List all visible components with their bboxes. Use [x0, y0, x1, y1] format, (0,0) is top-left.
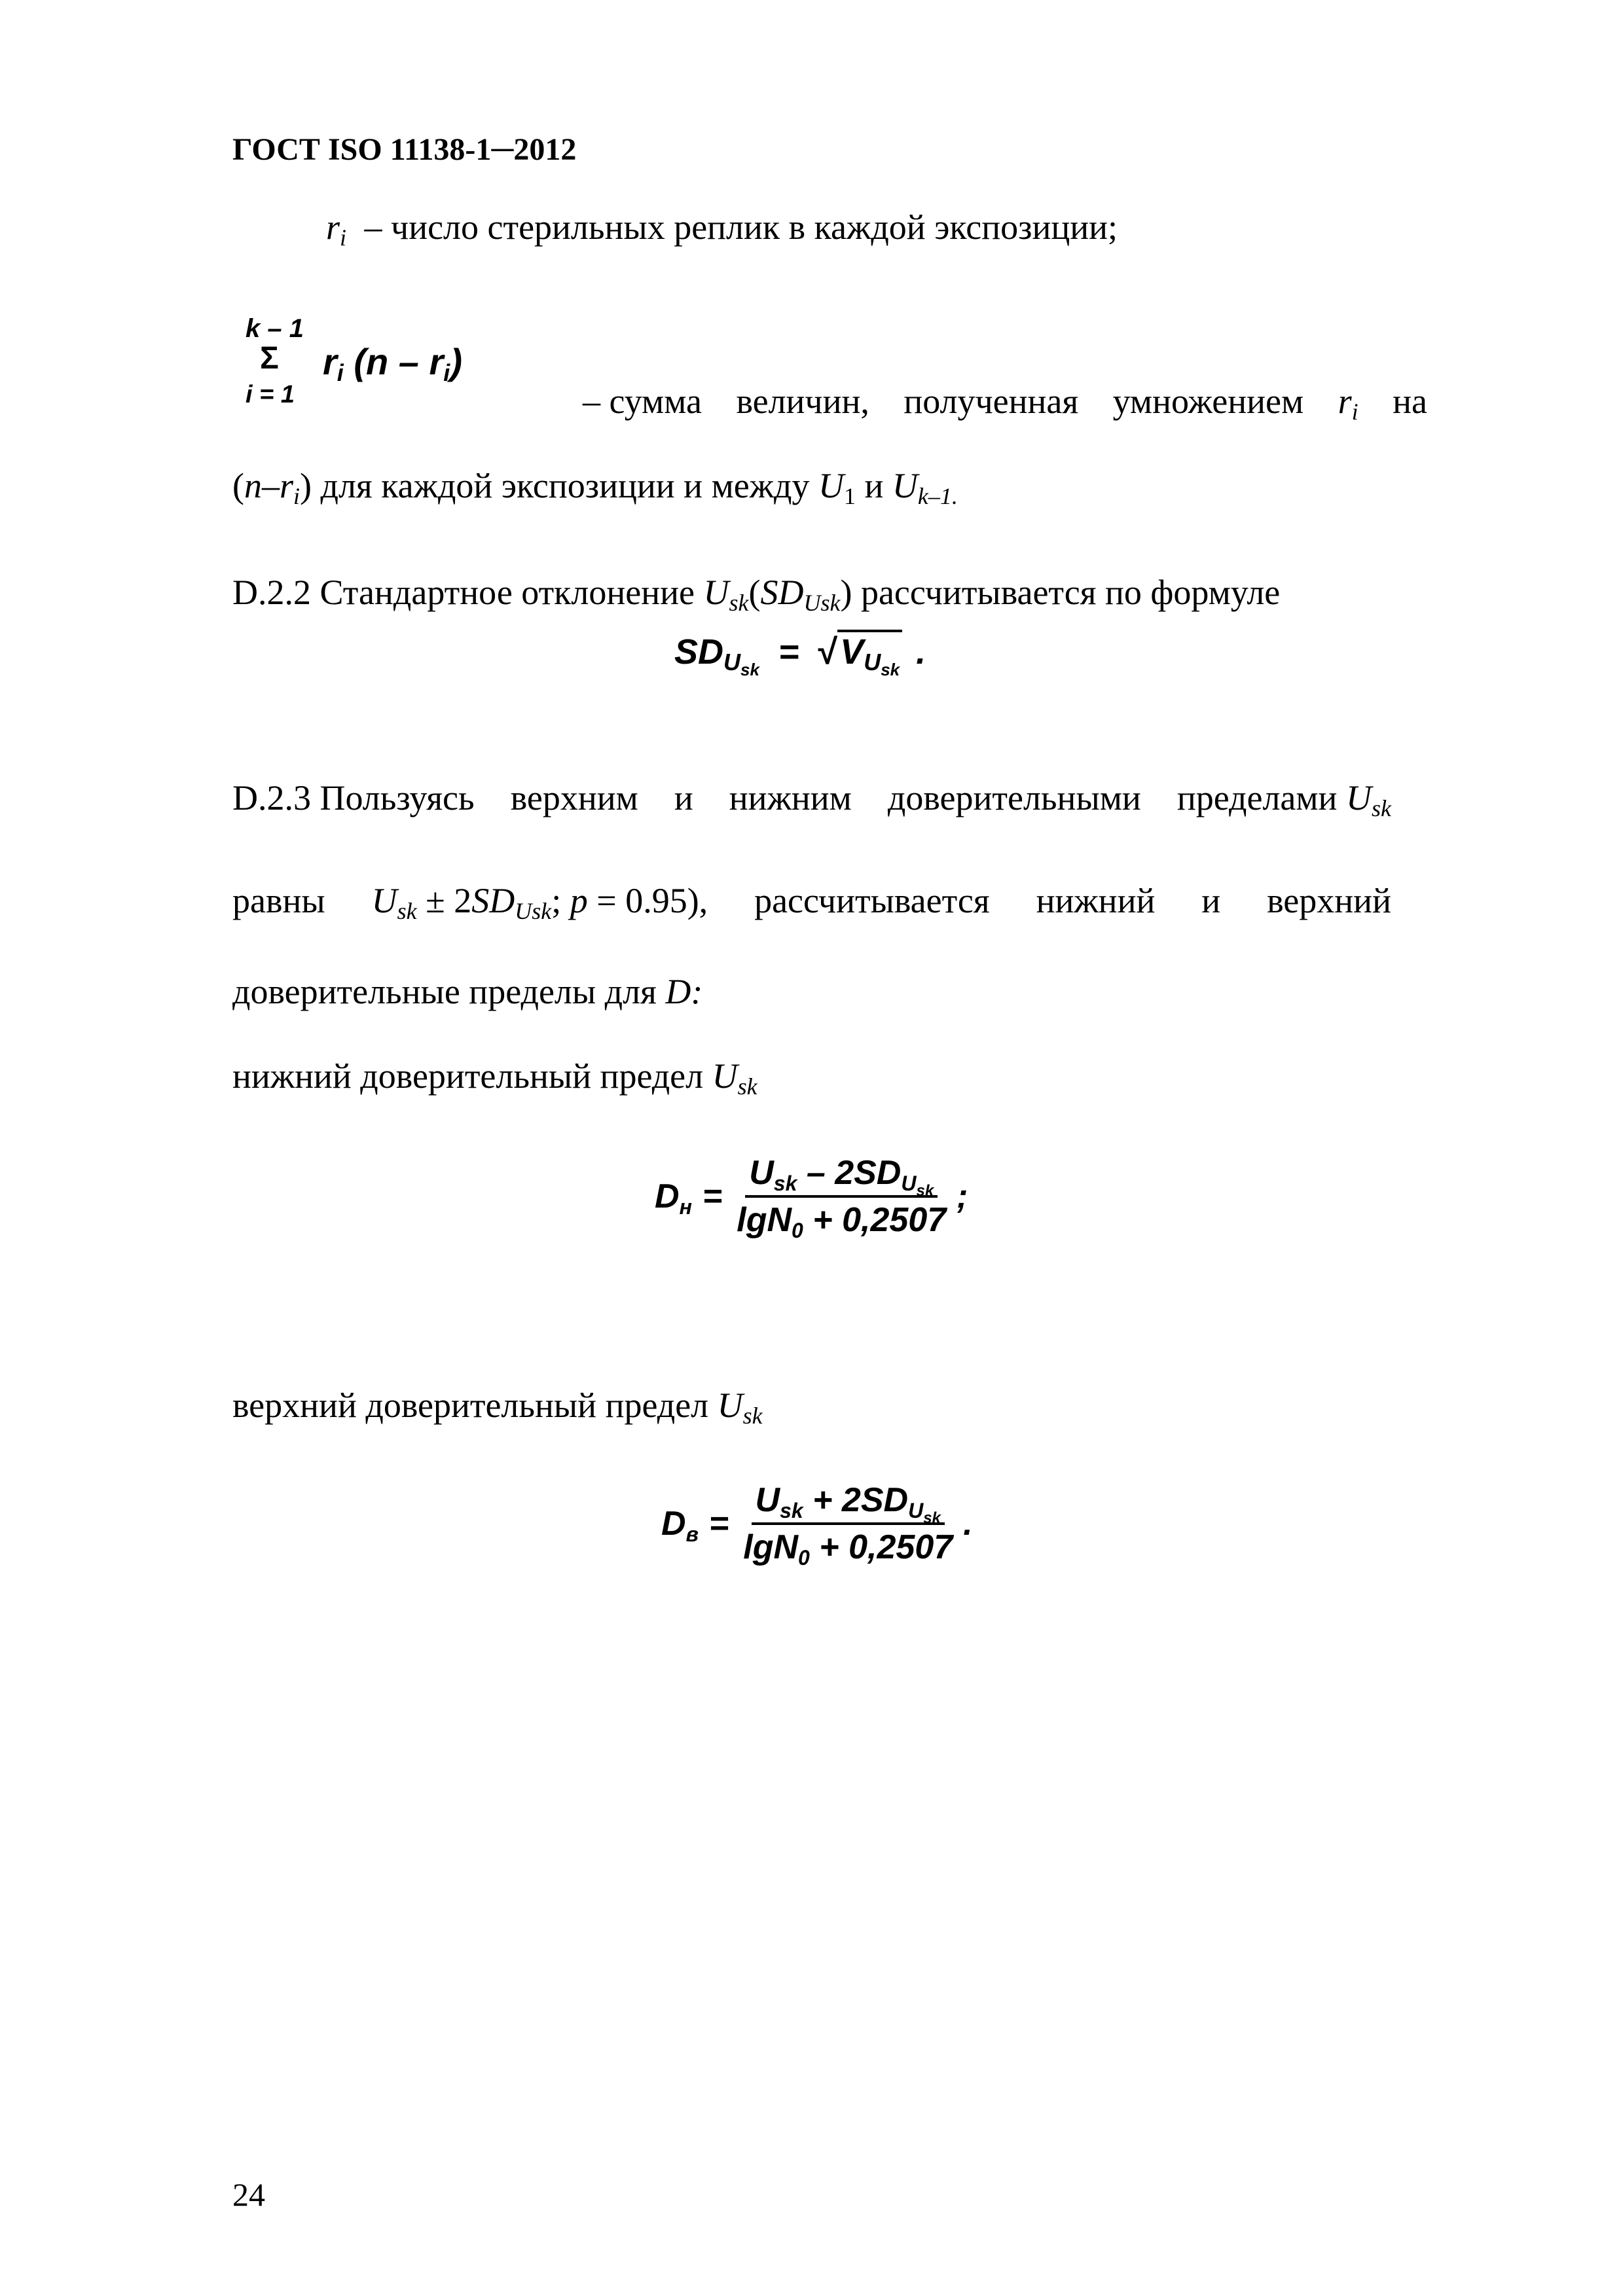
upper-limit-formula: $D_в$ = $\frac{U_{sk} + 2SD_{U_{sk}}}{\lg N_0 + 0,2507}$ . [661, 1481, 973, 1570]
lower-limit-formula: $D_н$ = $\frac{U_{sk} - 2SD_{U_{sk}}}{\lg N_0 + 0,2507}$ ; [655, 1154, 968, 1242]
ri-subscript: i [340, 224, 347, 251]
sum-lower-limit: i = 1 [246, 381, 295, 408]
ri-inline: $r_i$ [1338, 382, 1359, 425]
lower-limit-label: нижний доверительный предел $U_{sk}$ [232, 1056, 757, 1100]
section-d23-line3: доверительные пределы для D: [232, 972, 703, 1011]
document-header: ГОСТ ISO 11138-1─2012 [232, 132, 577, 167]
section-d23-line1: D.2.3 Пользуясь верхним и нижним доверительными пределами $U_{sk}$ [232, 778, 1391, 821]
word: умножением [1112, 382, 1304, 421]
word: величин, [736, 382, 869, 421]
ri-symbol: r [326, 207, 340, 247]
sum-expression: $r_i$ $(n - r_i)$ [323, 341, 462, 386]
word: на [1393, 382, 1427, 421]
sd-formula: $SD_{U_{sk}} = √V_{U_{sk}}$ . [674, 632, 926, 672]
word: – сумма [583, 382, 702, 421]
ri-text: – число стерильных реплик в каждой экспозиции; [364, 207, 1118, 247]
sum-description-line1 [583, 381, 1427, 425]
word: полученная [903, 382, 1079, 421]
lower-limit-fraction: $\frac{U_{sk} - 2SD_{U_{sk}}}{\lg N_0 + 0,2507}$ [737, 1154, 947, 1242]
section-d22-text: D.2.2 Стандартное отклонение $U_{sk}(SD_{Usk})$ рассчитывается по формуле [232, 573, 1281, 616]
page-number: 24 [232, 2176, 265, 2213]
upper-limit-fraction: $\frac{U_{sk} + 2SD_{U_{sk}}}{\lg N_0 + 0,2507}$ [743, 1481, 953, 1570]
sum-upper-limit: k – 1 [246, 314, 304, 343]
ri-definition [326, 207, 1118, 251]
sum-description-line2: $(n-r_i)$ для каждой экспозиции и между $U_1$ и $U_{k-1.}$ [232, 466, 958, 509]
section-d23-line2: равны $U_{sk} \pm 2SD_{Usk}$; p = 0.95), рассчитывается нижний и верхний [232, 881, 1391, 924]
sum-sign: Σ [260, 341, 279, 376]
upper-limit-label: верхний доверительный предел $U_{sk}$ [232, 1386, 763, 1429]
summation-formula [246, 314, 520, 422]
